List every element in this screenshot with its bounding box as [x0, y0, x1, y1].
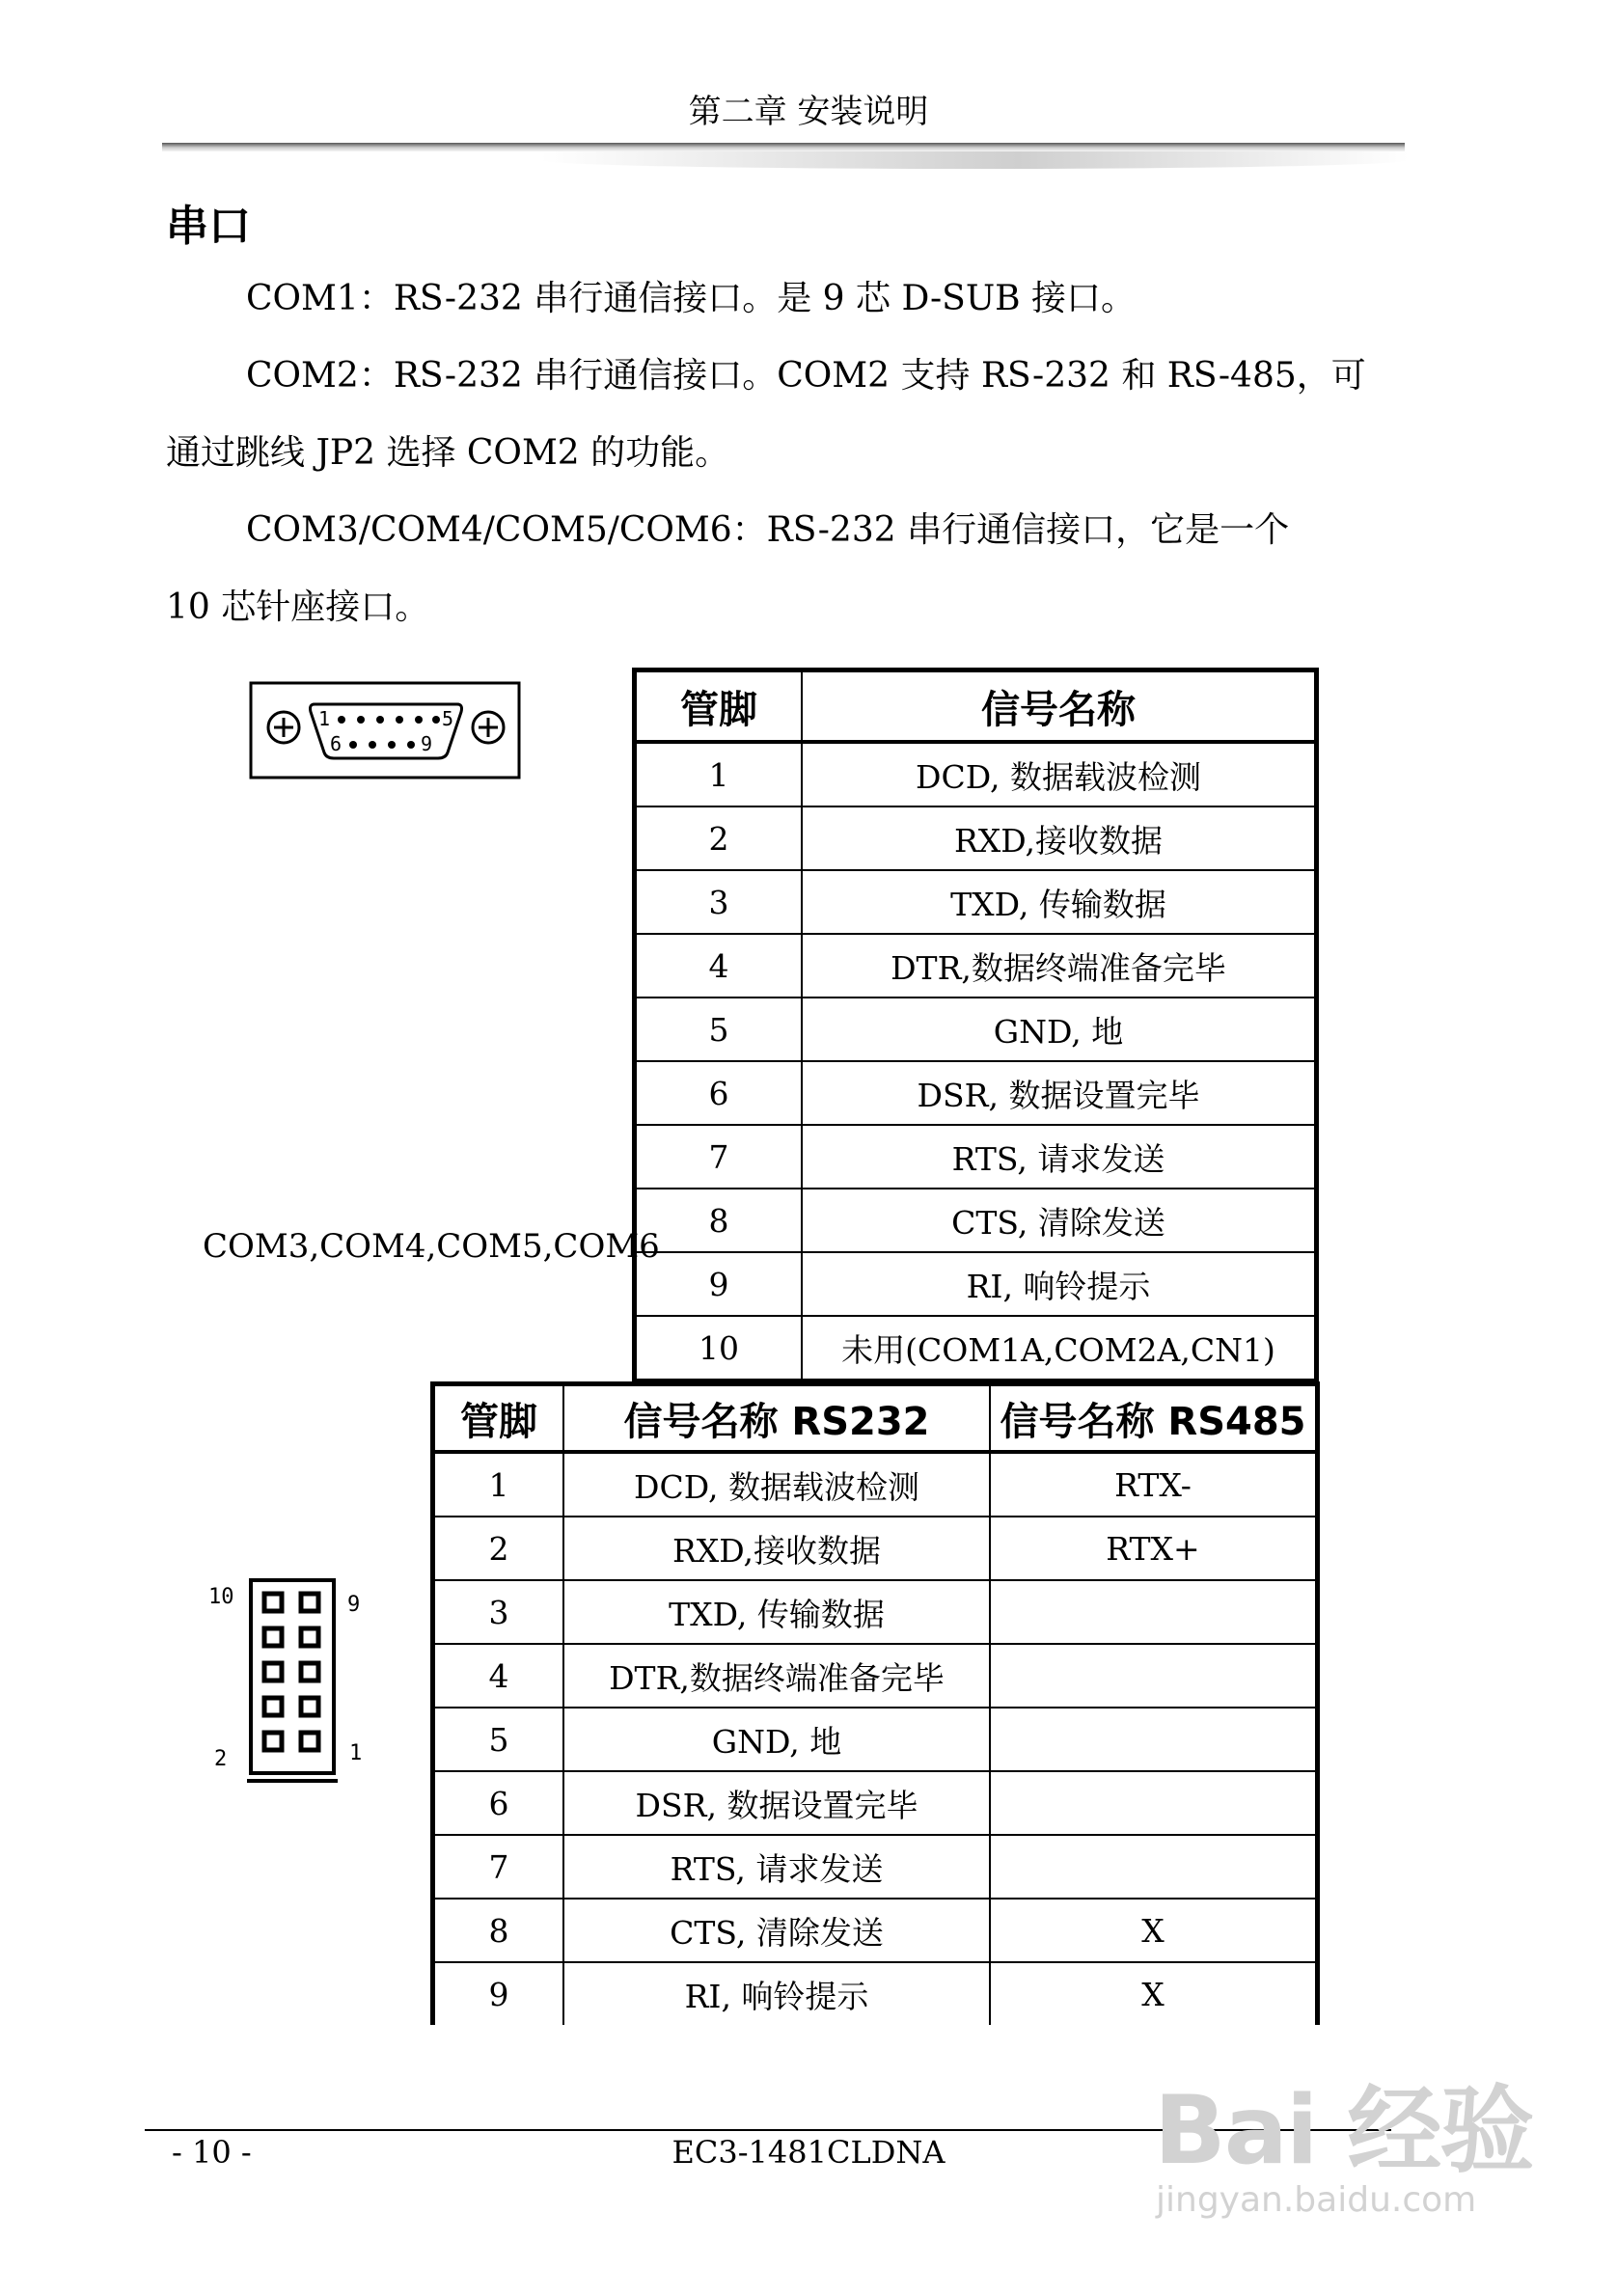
signal-rs232: DTR,数据终端准备完毕: [563, 1644, 990, 1708]
signal-rs485: RTX+: [990, 1517, 1318, 1580]
pin-5-label: 5: [442, 707, 454, 730]
signal-name: TXD, 传输数据: [802, 870, 1317, 934]
table-row: [635, 806, 1317, 870]
table-row: [635, 1189, 1317, 1252]
table-row: [635, 998, 1317, 1061]
page-number: - 10 -: [172, 2134, 252, 2171]
table-row: [433, 1644, 1318, 1708]
signal-rs485: [990, 1835, 1318, 1899]
pin-1-label: 1: [349, 1741, 363, 1765]
pin-number: 3: [433, 1580, 564, 1644]
paragraph-com3-6-cont: 10 芯针座接口。: [166, 588, 430, 627]
bottom-pin-row: [349, 741, 415, 749]
paragraph-com3-6: COM3/COM4/COM5/COM6：RS-232 串行通信接口，它是一个: [246, 510, 1290, 550]
signal-rs232: TXD, 传输数据: [563, 1580, 990, 1644]
signal-rs485: [990, 1708, 1318, 1771]
pin-header-10-diagram: [205, 1576, 378, 1808]
pin-6-label: 6: [330, 732, 343, 755]
table-row: [433, 1835, 1318, 1899]
signal-rs232: DCD, 数据载波检测: [563, 1452, 990, 1517]
mounting-screw-icon: [473, 712, 504, 743]
table-header-signal: 信号名称: [802, 670, 1317, 743]
watermark-url: jingyan.baidu.com: [1156, 2180, 1477, 2220]
pin-2-label: 2: [214, 1747, 228, 1771]
paragraph-com1: COM1：RS-232 串行通信接口。是 9 芯 D-SUB 接口。: [246, 279, 1137, 318]
table-header-rs232: 信号名称 RS232: [563, 1384, 990, 1453]
signal-rs485: [990, 1644, 1318, 1708]
pin-number: 2: [433, 1517, 564, 1580]
pin-1-label: 1: [318, 707, 331, 730]
pin-number: 9: [635, 1252, 803, 1316]
signal-name: RI, 响铃提示: [802, 1252, 1317, 1316]
dsub9-pin-table: [632, 668, 1319, 1383]
pin-number: 5: [433, 1708, 564, 1771]
pin-number: 9: [433, 1962, 564, 2025]
header-pins: [264, 1594, 318, 1750]
signal-name: DSR, 数据设置完毕: [802, 1061, 1317, 1125]
pin-number: 5: [635, 998, 803, 1061]
mounting-screw-icon: [268, 712, 299, 743]
header-rule-shadow: [540, 151, 1409, 169]
table-row: [433, 1962, 1318, 2025]
signal-rs485: X: [990, 1899, 1318, 1962]
table-header-rs485: 信号名称 RS485: [990, 1384, 1318, 1453]
signal-name: CTS, 清除发送: [802, 1189, 1317, 1252]
paragraph-com2: COM2：RS-232 串行通信接口。COM2 支持 RS-232 和 RS-485，可: [246, 356, 1366, 396]
table-header-pin: 管脚: [433, 1384, 564, 1453]
table-row: [635, 934, 1317, 998]
table-row: [433, 1899, 1318, 1962]
signal-rs485: X: [990, 1962, 1318, 2025]
section-title: 串口: [166, 202, 251, 251]
pin-number: 7: [433, 1835, 564, 1899]
pin-number: 6: [433, 1771, 564, 1835]
signal-name: DTR,数据终端准备完毕: [802, 934, 1317, 998]
signal-rs485: RTX-: [990, 1452, 1318, 1517]
pin-number: 4: [433, 1644, 564, 1708]
header-rule: [162, 143, 1405, 151]
pin-number: 10: [635, 1316, 803, 1381]
watermark-brand: Bai 经验: [1154, 2076, 1533, 2186]
table-row: [433, 1452, 1318, 1517]
pin-number: 4: [635, 934, 803, 998]
table-row: [635, 870, 1317, 934]
com-port-label: COM3,COM4,COM5,COM6: [203, 1227, 660, 1266]
table-row: [433, 1708, 1318, 1771]
signal-rs232: CTS, 清除发送: [563, 1899, 990, 1962]
pin-number: 8: [433, 1899, 564, 1962]
pin-number: 1: [433, 1452, 564, 1517]
table-header-pin: 管脚: [635, 670, 803, 743]
signal-rs232: RI, 响铃提示: [563, 1962, 990, 2025]
pin-9-label: 9: [347, 1593, 361, 1617]
pin-number: 8: [635, 1189, 803, 1252]
signal-rs485: [990, 1771, 1318, 1835]
signal-rs232: RTS, 请求发送: [563, 1835, 990, 1899]
dsub9-connector-diagram: [249, 681, 523, 781]
pin-10-label: 10: [208, 1585, 234, 1609]
table-row: [433, 1771, 1318, 1835]
pin-number: 2: [635, 806, 803, 870]
pin-9-label: 9: [421, 732, 433, 755]
table-row: [635, 1316, 1317, 1381]
signal-rs232: DSR, 数据设置完毕: [563, 1771, 990, 1835]
model-number: EC3-1481CLDNA: [671, 2134, 946, 2171]
paragraph-com2-cont: 通过跳线 JP2 选择 COM2 的功能。: [166, 433, 730, 473]
signal-name: DCD, 数据载波检测: [802, 742, 1317, 806]
pin-number: 6: [635, 1061, 803, 1125]
pin-number: 3: [635, 870, 803, 934]
table-row: [433, 1580, 1318, 1644]
chapter-header: 第二章 安装说明: [688, 93, 929, 131]
signal-name: 未用(COM1A,COM2A,CN1): [802, 1316, 1317, 1381]
signal-rs485: [990, 1580, 1318, 1644]
signal-rs232: RXD,接收数据: [563, 1517, 990, 1580]
signal-rs232: GND, 地: [563, 1708, 990, 1771]
table-row: [635, 1252, 1317, 1316]
pin-number: 1: [635, 742, 803, 806]
table-row: [635, 1061, 1317, 1125]
com2-pin-table: [430, 1381, 1320, 2025]
top-pin-row: [338, 716, 440, 724]
signal-name: GND, 地: [802, 998, 1317, 1061]
table-row: [635, 1125, 1317, 1189]
table-row: [635, 742, 1317, 806]
pin-number: 7: [635, 1125, 803, 1189]
signal-name: RTS, 请求发送: [802, 1125, 1317, 1189]
table-row: [433, 1517, 1318, 1580]
signal-name: RXD,接收数据: [802, 806, 1317, 870]
